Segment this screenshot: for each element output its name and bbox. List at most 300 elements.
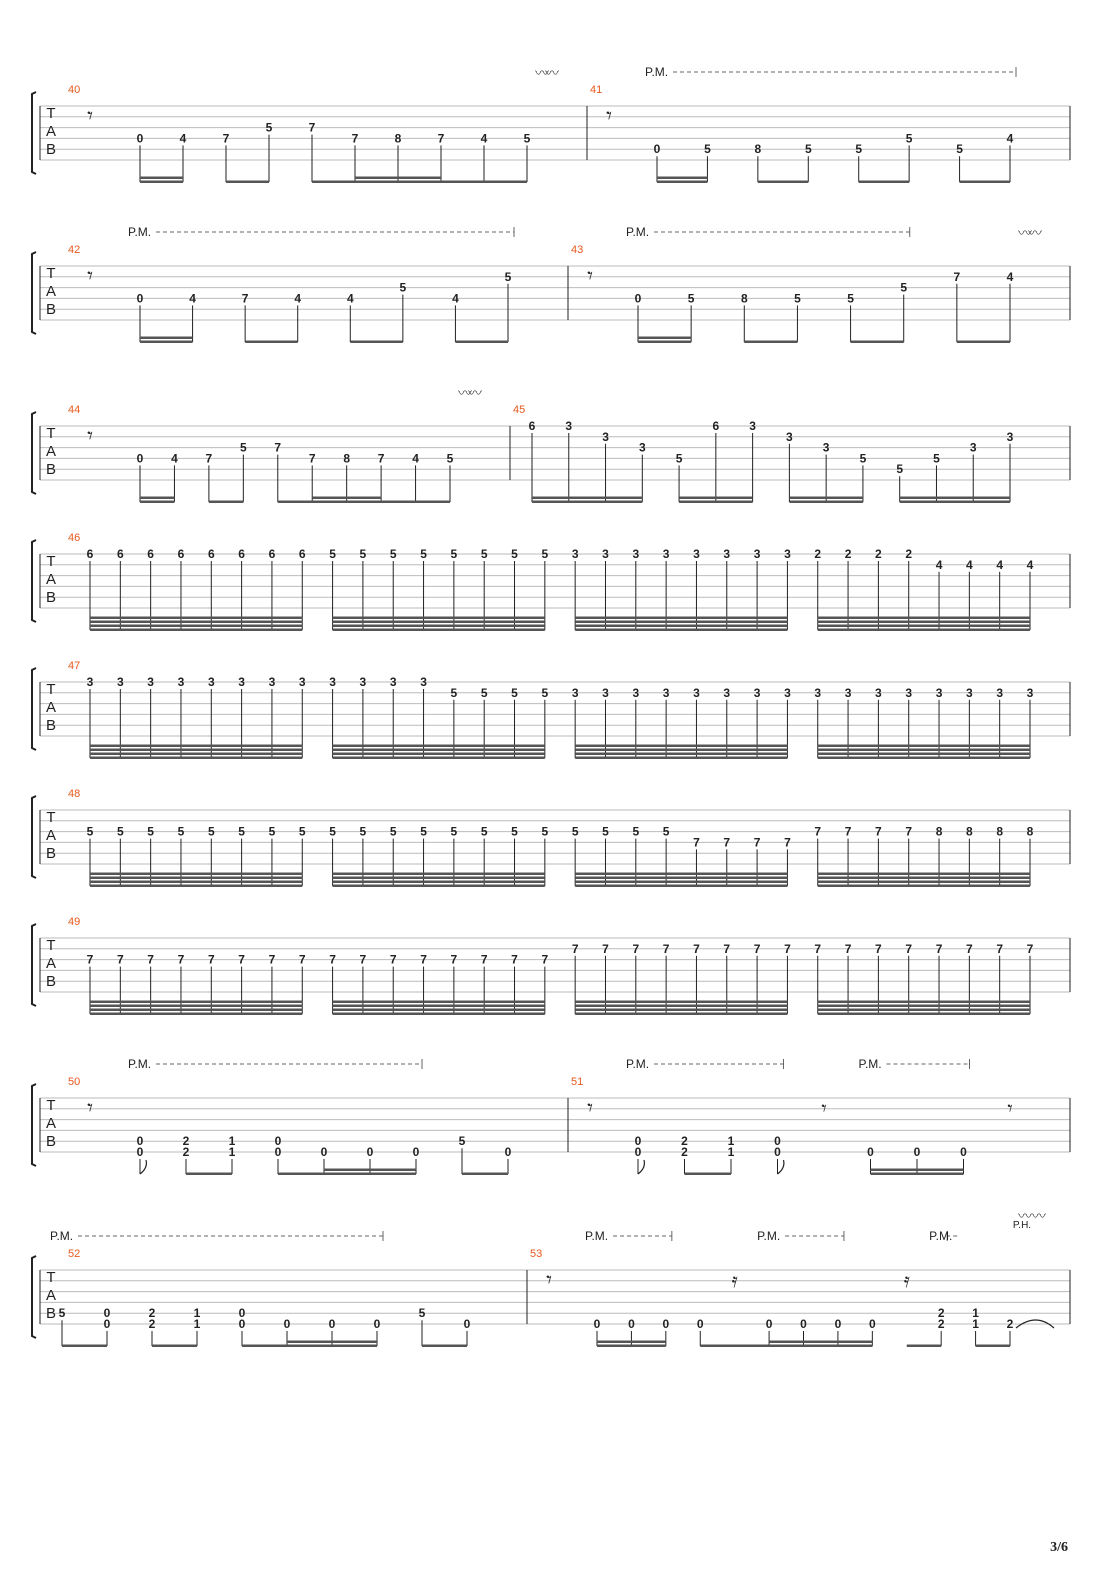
fret-number: 3 bbox=[565, 419, 573, 433]
fret-number: 3 bbox=[875, 685, 882, 700]
beam bbox=[685, 1173, 732, 1176]
beam bbox=[90, 617, 302, 620]
tab-system bbox=[32, 668, 1070, 759]
beam bbox=[416, 501, 450, 504]
beam bbox=[818, 873, 1030, 876]
beam bbox=[287, 1341, 377, 1344]
beam bbox=[818, 625, 1030, 628]
fret-number: 0 bbox=[366, 1145, 374, 1159]
fret-number: 3 bbox=[602, 429, 609, 444]
fret-number: 3 bbox=[268, 675, 276, 689]
beam bbox=[657, 181, 707, 184]
fret-number: 7 bbox=[86, 952, 94, 967]
fret-number: 7 bbox=[377, 451, 385, 466]
fret-number: 3 bbox=[571, 685, 579, 700]
fret-number: 8 bbox=[343, 451, 351, 466]
beam bbox=[333, 1001, 545, 1004]
fret-number: 5 bbox=[480, 685, 488, 700]
tab-clef-letter: B bbox=[45, 589, 57, 606]
tab-system bbox=[32, 412, 1070, 503]
fret-number: 4 bbox=[480, 131, 488, 146]
eighth-rest: 𝄾 bbox=[87, 422, 93, 448]
beam bbox=[333, 1013, 545, 1016]
beam bbox=[245, 341, 298, 344]
fret-number: 1 bbox=[193, 1317, 201, 1331]
fret-number: 0 bbox=[774, 1134, 781, 1149]
vibrato-mark: 〰〰 bbox=[458, 385, 478, 401]
beam bbox=[333, 617, 545, 620]
fret-number: 0 bbox=[373, 1317, 381, 1331]
beam bbox=[575, 1001, 787, 1004]
fret-number: 6 bbox=[528, 419, 536, 433]
beam bbox=[333, 757, 545, 760]
fret-number: 3 bbox=[238, 675, 245, 689]
fret-number: 5 bbox=[450, 685, 458, 700]
beam bbox=[638, 337, 691, 340]
fret-number: 7 bbox=[844, 824, 852, 839]
beam bbox=[333, 621, 545, 624]
beam bbox=[90, 1013, 302, 1016]
tab-system bbox=[32, 67, 1070, 183]
eighth-rest: 𝄾 bbox=[87, 1094, 93, 1120]
fret-number: 5 bbox=[420, 824, 427, 839]
fret-number: 5 bbox=[389, 824, 397, 839]
beam bbox=[575, 757, 787, 760]
fret-number: 0 bbox=[634, 1145, 642, 1159]
fret-number: 5 bbox=[933, 451, 940, 466]
fret-number: 3 bbox=[602, 547, 609, 561]
beam bbox=[333, 629, 545, 632]
fret-number: 3 bbox=[662, 547, 670, 561]
beam bbox=[789, 501, 863, 504]
note-flag bbox=[638, 1160, 644, 1174]
fret-number: 7 bbox=[359, 952, 367, 967]
measure-number: 43 bbox=[571, 244, 584, 256]
beam bbox=[575, 1005, 787, 1008]
fret-number: 2 bbox=[937, 1306, 945, 1321]
fret-number: 2 bbox=[937, 1317, 945, 1331]
fret-number: 5 bbox=[632, 824, 640, 839]
fret-number: 3 bbox=[632, 547, 640, 561]
fret-number: 2 bbox=[148, 1317, 156, 1331]
beam bbox=[818, 757, 1030, 760]
fret-number: 7 bbox=[222, 131, 230, 146]
beam bbox=[90, 873, 302, 876]
beam bbox=[818, 621, 1030, 624]
fret-number: 3 bbox=[693, 685, 700, 700]
beam bbox=[140, 337, 193, 340]
beam bbox=[90, 885, 302, 888]
fret-number: 5 bbox=[855, 142, 863, 157]
palm-mute-label: P.M. bbox=[626, 225, 650, 239]
page-number: 3/6 bbox=[1050, 1540, 1068, 1555]
rest: 𝄿 bbox=[731, 1269, 738, 1292]
beam bbox=[575, 625, 787, 628]
rest: 𝄾 bbox=[821, 1097, 827, 1120]
fret-number: 0 bbox=[136, 131, 144, 146]
fret-number: 2 bbox=[1006, 1317, 1014, 1331]
fret-number: 7 bbox=[723, 835, 731, 850]
beam bbox=[287, 1345, 377, 1348]
tab-clef-letter: T bbox=[46, 265, 56, 282]
fret-number: 3 bbox=[753, 547, 761, 561]
beam bbox=[744, 341, 797, 344]
measure-number: 50 bbox=[68, 1076, 81, 1088]
fret-number: 8 bbox=[1026, 824, 1034, 839]
beam bbox=[851, 341, 904, 344]
beam bbox=[532, 497, 642, 500]
fret-number: 6 bbox=[177, 547, 185, 561]
fret-number: 5 bbox=[602, 824, 609, 839]
tab-clef-letter: B bbox=[45, 1133, 57, 1150]
fret-number: 2 bbox=[844, 547, 852, 561]
fret-number: 3 bbox=[1006, 429, 1014, 444]
measure-number: 41 bbox=[590, 84, 603, 96]
fret-number: 7 bbox=[814, 824, 822, 839]
beam bbox=[140, 501, 174, 504]
fret-number: 0 bbox=[103, 1317, 111, 1331]
beam bbox=[575, 753, 787, 756]
beam bbox=[575, 745, 787, 748]
beam bbox=[597, 1345, 666, 1348]
fret-number: 7 bbox=[298, 952, 306, 967]
fret-number: 0 bbox=[274, 1145, 282, 1159]
fret-number: 5 bbox=[147, 824, 154, 839]
fret-number: 3 bbox=[844, 685, 852, 700]
fret-number: 4 bbox=[179, 131, 187, 146]
measure-number: 47 bbox=[68, 660, 81, 672]
beam bbox=[818, 617, 1030, 620]
fret-number: 7 bbox=[784, 941, 791, 956]
fret-number: 6 bbox=[712, 419, 720, 433]
tab-clef-letter: T bbox=[46, 1097, 56, 1114]
fret-number: 6 bbox=[147, 547, 154, 561]
fret-number: 0 bbox=[463, 1317, 471, 1331]
vibrato-mark: 〰〰 bbox=[535, 65, 555, 81]
beam bbox=[186, 1173, 232, 1176]
beam bbox=[789, 497, 863, 500]
fret-number: 7 bbox=[351, 131, 359, 146]
fret-number: 3 bbox=[389, 675, 397, 689]
fret-number: 7 bbox=[511, 952, 518, 967]
fret-number: 3 bbox=[784, 547, 791, 561]
beam bbox=[422, 1345, 467, 1348]
fret-number: 4 bbox=[1026, 557, 1034, 572]
fret-number: 0 bbox=[800, 1317, 807, 1331]
fret-number: 7 bbox=[450, 952, 458, 967]
measure-number: 51 bbox=[571, 1076, 584, 1088]
fret-number: 5 bbox=[418, 1306, 426, 1321]
eighth-rest: 𝄾 bbox=[606, 102, 612, 128]
fret-number: 5 bbox=[847, 291, 854, 306]
fret-number: 1 bbox=[193, 1306, 201, 1321]
fret-number: 0 bbox=[274, 1134, 282, 1149]
beam bbox=[957, 341, 1010, 344]
beam bbox=[355, 181, 441, 184]
fret-number: 5 bbox=[859, 451, 867, 466]
fret-number: 7 bbox=[753, 835, 761, 850]
fret-number: 3 bbox=[359, 675, 367, 689]
beam bbox=[333, 873, 545, 876]
fret-number: 5 bbox=[207, 824, 215, 839]
beam bbox=[859, 181, 909, 184]
tab-clef-letter: B bbox=[45, 1305, 57, 1322]
fret-number: 2 bbox=[681, 1134, 688, 1149]
system-bracket bbox=[32, 252, 36, 334]
eighth-rest: 𝄾 bbox=[587, 1094, 593, 1120]
fret-number: 7 bbox=[241, 291, 249, 306]
fret-number: 0 bbox=[136, 1145, 144, 1159]
fret-number: 5 bbox=[450, 547, 458, 561]
beam bbox=[333, 745, 545, 748]
fret-number: 3 bbox=[723, 685, 731, 700]
fret-number: 5 bbox=[329, 824, 336, 839]
fret-number: 4 bbox=[452, 291, 459, 306]
beam bbox=[333, 877, 545, 880]
eighth-rest: 𝄾 bbox=[546, 1266, 552, 1292]
fret-number: 0 bbox=[867, 1145, 874, 1159]
beam bbox=[769, 1345, 872, 1348]
beam bbox=[90, 625, 302, 628]
beam bbox=[818, 1001, 1030, 1004]
beam bbox=[333, 625, 545, 628]
tab-clef-letter: T bbox=[46, 1269, 56, 1286]
fret-number: 3 bbox=[786, 429, 793, 444]
beam bbox=[90, 757, 302, 760]
beam bbox=[818, 629, 1030, 632]
beam bbox=[679, 497, 753, 500]
fret-number: 7 bbox=[662, 941, 670, 956]
fret-number: 7 bbox=[329, 952, 336, 967]
palm-mute-label: P.M. bbox=[128, 1057, 152, 1071]
fret-number: 4 bbox=[966, 557, 973, 572]
fret-number: 3 bbox=[905, 685, 913, 700]
fret-number: 2 bbox=[681, 1145, 688, 1159]
fret-number: 5 bbox=[359, 547, 367, 561]
fret-number: 7 bbox=[935, 941, 943, 956]
beam bbox=[818, 753, 1030, 756]
fret-number: 5 bbox=[541, 547, 549, 561]
tab-clef-letter: B bbox=[45, 973, 57, 990]
palm-mute-label: P.M. bbox=[626, 1057, 650, 1071]
fret-number: 5 bbox=[58, 1306, 66, 1321]
system-bracket bbox=[32, 668, 36, 750]
fret-number: 0 bbox=[412, 1145, 420, 1159]
fret-number: 3 bbox=[420, 675, 427, 689]
tab-system bbox=[32, 924, 1070, 1015]
beam bbox=[960, 181, 1010, 184]
beam bbox=[462, 1173, 508, 1176]
vibrato-mark: 〰〰 bbox=[1018, 1208, 1046, 1224]
beam bbox=[355, 177, 441, 180]
measure-number: 45 bbox=[513, 404, 526, 416]
palm-mute-label: P.M. bbox=[645, 65, 669, 79]
fret-number: 5 bbox=[687, 291, 695, 306]
beam bbox=[976, 1345, 1010, 1348]
beam bbox=[333, 749, 545, 752]
note-flag bbox=[778, 1160, 784, 1174]
beam bbox=[333, 1005, 545, 1008]
fret-number: 1 bbox=[972, 1317, 979, 1331]
fret-number: 2 bbox=[814, 547, 822, 561]
fret-number: 7 bbox=[480, 952, 488, 967]
fret-number: 7 bbox=[1026, 941, 1034, 956]
measure-number: 49 bbox=[68, 916, 81, 928]
tab-clef-letter: B bbox=[45, 717, 57, 734]
fret-number: 0 bbox=[238, 1317, 246, 1331]
palm-mute-label: P.M. bbox=[757, 1229, 781, 1243]
tab-clef-letter: A bbox=[45, 699, 57, 716]
fret-number: 5 bbox=[511, 685, 518, 700]
fret-number: 3 bbox=[749, 419, 756, 433]
beam bbox=[90, 1005, 302, 1008]
palm-mute-label: P.M. bbox=[50, 1229, 74, 1243]
fret-number: 5 bbox=[420, 547, 427, 561]
beam bbox=[140, 497, 174, 500]
fret-number: 0 bbox=[834, 1317, 842, 1331]
beam bbox=[900, 497, 1010, 500]
fret-number: 5 bbox=[177, 824, 185, 839]
fret-number: 7 bbox=[844, 941, 852, 956]
fret-number: 3 bbox=[329, 675, 336, 689]
fret-number: 3 bbox=[996, 685, 1004, 700]
fret-number: 6 bbox=[207, 547, 215, 561]
system-bracket bbox=[32, 412, 36, 494]
fret-number: 0 bbox=[696, 1317, 704, 1331]
fret-number: 8 bbox=[935, 824, 943, 839]
rest: 𝄿 bbox=[903, 1269, 910, 1292]
beam bbox=[900, 501, 1010, 504]
fret-number: 3 bbox=[86, 675, 94, 689]
fret-number: 3 bbox=[822, 440, 830, 455]
tab-clef-letter: B bbox=[45, 845, 57, 862]
beam bbox=[312, 497, 381, 500]
beam bbox=[333, 885, 545, 888]
fret-number: 5 bbox=[704, 142, 711, 157]
tab-clef-letter: B bbox=[45, 301, 57, 318]
fret-number: 0 bbox=[653, 142, 661, 157]
beam bbox=[226, 181, 269, 184]
fret-number: 1 bbox=[228, 1134, 236, 1149]
beam bbox=[324, 1169, 416, 1172]
eighth-rest: 𝄾 bbox=[87, 102, 93, 128]
fret-number: 0 bbox=[765, 1317, 773, 1331]
fret-number: 0 bbox=[913, 1145, 921, 1159]
fret-number: 3 bbox=[1026, 685, 1034, 700]
fret-number: 0 bbox=[136, 451, 144, 466]
beam bbox=[818, 745, 1030, 748]
fret-number: 7 bbox=[308, 120, 316, 135]
fret-number: 5 bbox=[238, 824, 245, 839]
beam bbox=[818, 1005, 1030, 1008]
fret-number: 2 bbox=[875, 547, 882, 561]
fret-number: 7 bbox=[693, 941, 700, 956]
tab-clef-letter: T bbox=[46, 681, 56, 698]
fret-number: 5 bbox=[511, 824, 518, 839]
fret-number: 3 bbox=[571, 547, 579, 561]
fret-number: 7 bbox=[784, 835, 791, 850]
fret-number: 3 bbox=[632, 685, 640, 700]
fret-number: 5 bbox=[446, 451, 454, 466]
fret-number: 1 bbox=[727, 1134, 735, 1149]
fret-number: 0 bbox=[136, 1134, 144, 1149]
system-bracket bbox=[32, 1084, 36, 1166]
beam bbox=[90, 753, 302, 756]
fret-number: 5 bbox=[265, 120, 273, 135]
fret-number: 3 bbox=[116, 675, 124, 689]
fret-number: 7 bbox=[238, 952, 245, 967]
fret-number: 5 bbox=[268, 824, 276, 839]
fret-number: 5 bbox=[116, 824, 124, 839]
beam bbox=[758, 181, 808, 184]
fret-number: 0 bbox=[628, 1317, 635, 1331]
fret-number: 7 bbox=[420, 952, 427, 967]
fret-number: 7 bbox=[571, 941, 579, 956]
beam bbox=[152, 1345, 197, 1348]
fret-number: 0 bbox=[103, 1306, 111, 1321]
fret-number: 5 bbox=[458, 1134, 466, 1149]
fret-number: 0 bbox=[868, 1317, 876, 1331]
fret-number: 7 bbox=[308, 451, 316, 466]
fret-number: 8 bbox=[740, 291, 748, 306]
fret-number: 2 bbox=[182, 1145, 190, 1159]
tab-clef-letter: A bbox=[45, 1287, 57, 1304]
beam bbox=[818, 881, 1030, 884]
fret-number: 0 bbox=[634, 1134, 642, 1149]
measure-number: 52 bbox=[68, 1248, 81, 1260]
fret-number: 4 bbox=[996, 557, 1004, 572]
fret-number: 7 bbox=[147, 952, 154, 967]
fret-number: 7 bbox=[953, 269, 961, 284]
fret-number: 1 bbox=[228, 1145, 236, 1159]
fret-number: 3 bbox=[935, 685, 943, 700]
tab-clef-letter: A bbox=[45, 571, 57, 588]
beam bbox=[638, 341, 691, 344]
fret-number: 0 bbox=[328, 1317, 336, 1331]
beam bbox=[140, 177, 183, 180]
fret-number: 3 bbox=[147, 675, 154, 689]
beam bbox=[818, 1009, 1030, 1012]
system-bracket bbox=[32, 540, 36, 622]
fret-number: 5 bbox=[794, 291, 801, 306]
beam bbox=[90, 881, 302, 884]
beam bbox=[90, 1009, 302, 1012]
fret-number: 3 bbox=[814, 685, 822, 700]
fret-number: 7 bbox=[205, 451, 213, 466]
beam bbox=[62, 1345, 107, 1348]
beam bbox=[769, 1341, 872, 1344]
measure-number: 53 bbox=[530, 1248, 543, 1260]
palm-mute-label: P.M. bbox=[585, 1229, 609, 1243]
tab-clef-letter: T bbox=[46, 105, 56, 122]
system-bracket bbox=[32, 924, 36, 1006]
fret-number: 5 bbox=[359, 824, 367, 839]
fret-number: 5 bbox=[905, 131, 913, 146]
beam bbox=[575, 617, 787, 620]
fret-number: 5 bbox=[480, 547, 488, 561]
beam bbox=[140, 341, 193, 344]
beam bbox=[907, 1345, 941, 1348]
fret-number: 4 bbox=[935, 557, 943, 572]
fret-number: 3 bbox=[638, 440, 646, 455]
beam bbox=[818, 885, 1030, 888]
fret-number: 5 bbox=[86, 824, 94, 839]
fret-number: 7 bbox=[177, 952, 185, 967]
beam bbox=[871, 1173, 964, 1176]
fret-number: 5 bbox=[523, 131, 531, 146]
fret-number: 0 bbox=[593, 1317, 601, 1331]
beam bbox=[333, 881, 545, 884]
